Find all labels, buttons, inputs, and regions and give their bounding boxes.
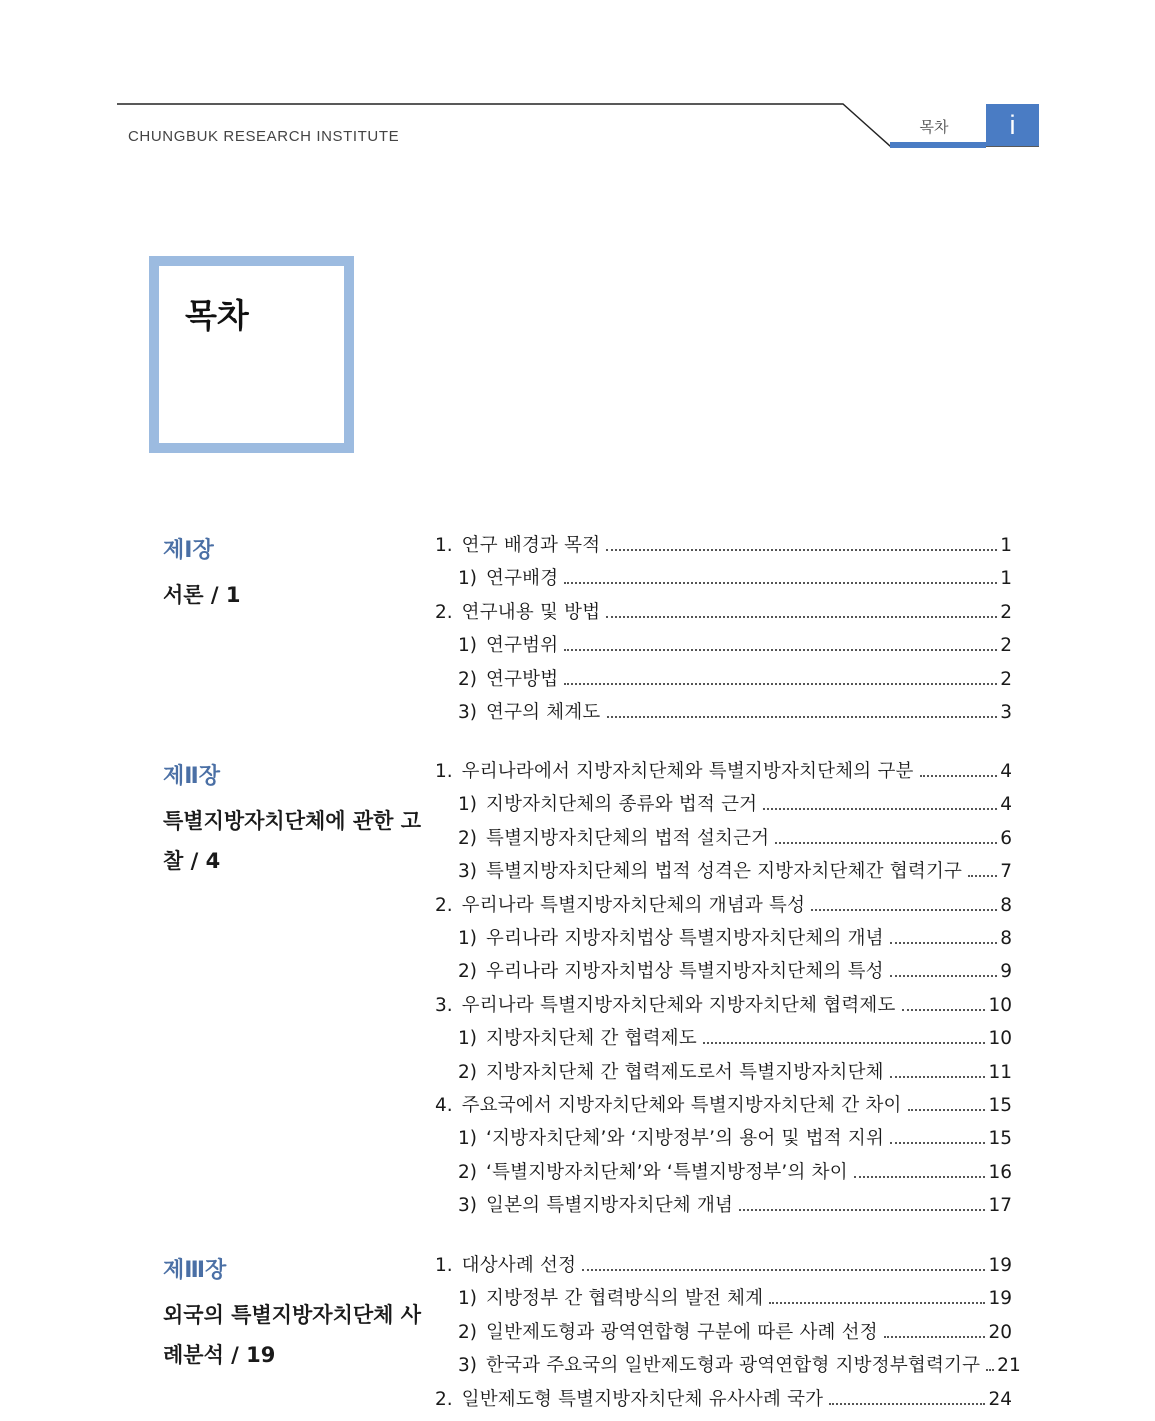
toc-section-link[interactable] [435,991,1012,1024]
toc-entry-number: 1. [435,1255,453,1276]
toc-page-number: 8 [1000,894,1012,916]
chapter-title: 서론 / 1 [163,583,241,607]
toc-subsection-link[interactable] [435,1058,1012,1091]
toc-page-number: 21 [997,1355,1021,1377]
toc-subsection-link[interactable] [435,631,1012,664]
dot-leader [775,842,997,844]
toc-subsection-link[interactable] [435,698,1012,731]
toc-section-link[interactable] [435,598,1012,631]
dot-leader [582,1269,985,1271]
dot-leader [968,875,997,877]
toc-entry-number: 1) [458,568,477,590]
toc-subsection-link[interactable] [435,1158,1012,1191]
dot-leader [606,549,997,551]
chapter-2-toc [435,757,1012,1224]
toc-entry-number: 3) [458,1195,477,1217]
toc-entry-text: 우리나라 특별지방자치단체와 지방자치단체 협력제도 [461,994,896,1016]
toc-page-number: 15 [988,1094,1012,1116]
toc-entry-text: 연구방법 [486,668,559,690]
chapter-3-heading [163,1253,433,1375]
dot-leader [986,1369,994,1371]
toc-subsection-link[interactable] [435,1024,1012,1057]
toc-entry-number: 1) [458,794,477,816]
toc-page-number: 1 [1000,568,1012,590]
toc-title-box [149,256,354,453]
toc-subsection-link[interactable] [435,1191,1012,1224]
toc-subsection-link[interactable] [435,1124,1012,1157]
dot-leader [769,1302,985,1304]
toc-entry-number: 1. [435,535,453,556]
toc-subsection-link[interactable] [435,1351,1021,1384]
dot-leader [607,716,998,718]
dot-leader [908,1109,986,1111]
chapter-2-heading [163,759,433,881]
toc-page-number: 10 [988,1028,1012,1050]
toc-page-number: 1 [1000,535,1012,556]
toc-entry-number: 3. [435,994,453,1016]
toc-page-number: 9 [1000,961,1012,983]
toc-entry-text: 지방자치단체 간 협력제도 [486,1028,697,1050]
toc-entry-text: 연구의 체계도 [486,701,601,723]
toc-subsection-link[interactable] [435,957,1012,990]
dot-leader [763,808,997,810]
toc-page-number: 20 [988,1321,1012,1343]
chapter-3-toc [435,1251,1021,1418]
toc-page-number: 7 [1000,861,1012,883]
toc-entry-number: 2. [435,601,453,623]
toc-page-number: 11 [988,1061,1012,1083]
toc-entry-text: 연구범위 [486,635,559,657]
toc-entry-text: 일반제도형과 광역연합형 구분에 따른 사례 선정 [486,1321,878,1343]
toc-page-number: 3 [1000,701,1012,723]
toc-page-number: 10 [988,994,1012,1016]
toc-entry-text: 우리나라 지방자치법상 특별지방자치단체의 개념 [486,927,884,949]
toc-page-number: 19 [988,1255,1012,1276]
toc-subsection-link[interactable] [435,665,1012,698]
toc-entry-number: 2. [435,894,453,916]
toc-entry-number: 2) [458,1161,477,1183]
toc-entry-number: 1) [458,1128,477,1150]
toc-section-link[interactable] [435,531,1012,564]
dot-leader [890,1142,985,1144]
toc-page-number: 2 [1000,601,1012,623]
toc-subsection-link[interactable] [435,1284,1012,1317]
toc-entry-number: 1) [458,927,477,949]
toc-entry-text: 한국과 주요국의 일반제도형과 광역연합형 지방정부협력기구 [486,1355,981,1377]
toc-entry-text: 우리나라에서 지방자치단체와 특별지방자치단체의 구분 [461,761,914,782]
toc-entry-number: 1. [435,761,453,782]
page-number-badge: i [986,104,1039,146]
toc-entry-number: 1) [458,1028,477,1050]
toc-section-link[interactable] [435,757,1012,790]
toc-page-number: 8 [1000,927,1012,949]
toc-section-link[interactable] [435,1091,1012,1124]
toc-section-link[interactable] [435,1385,1012,1418]
toc-entry-text: 일반제도형 특별지방자치단체 유사사례 국가 [461,1388,824,1410]
dot-leader [884,1336,986,1338]
toc-page-number: 6 [1000,827,1012,849]
header-section-label: 목차 [919,118,949,136]
toc-entry-number: 1) [458,1288,477,1310]
dot-leader [890,1076,986,1078]
toc-page-number: 2 [1000,668,1012,690]
chapter-number: 제Ⅰ장 [163,538,214,563]
toc-entry-text: 주요국에서 지방자치단체와 특별지방자치단체 간 차이 [461,1094,902,1116]
toc-entry-text: 우리나라 특별지방자치단체의 개념과 특성 [461,894,806,916]
toc-page-number: 17 [988,1195,1012,1217]
toc-page-number: 2 [1000,635,1012,657]
chapter-number: 제Ⅱ장 [163,764,220,789]
toc-page-number: 4 [1000,794,1012,816]
dot-leader [739,1209,985,1211]
dot-leader [920,775,998,777]
toc-entry-text: 일본의 특별지방자치단체 개념 [486,1195,734,1217]
chapter-title: 특별지방자치단체에 관한 고찰 / 4 [163,809,422,873]
toc-entry-text: ‘지방자치단체’와 ‘지방정부’의 용어 및 법적 지위 [486,1128,885,1150]
toc-subsection-link[interactable] [435,824,1012,857]
toc-page-number: 16 [988,1161,1012,1183]
toc-entry-number: 2. [435,1388,453,1410]
toc-entry-text: 연구배경 [486,568,559,590]
toc-entry-text: ‘특별지방자치단체’와 ‘특별지방정부’의 차이 [486,1161,848,1183]
toc-section-link[interactable] [435,1251,1012,1284]
chapter-number: 제Ⅲ장 [163,1258,227,1283]
toc-entry-number: 3) [458,861,477,883]
dot-leader [564,649,997,651]
toc-entry-number: 2) [458,668,477,690]
toc-entry-text: 지방정부 간 협력방식의 발전 체계 [486,1288,764,1310]
dot-leader [606,616,997,618]
toc-page-number: 19 [988,1288,1012,1310]
dot-leader [564,683,997,685]
chapter-1-toc [435,531,1012,731]
toc-subsection-link[interactable] [435,790,1012,823]
page-title: 목차 [185,296,249,335]
toc-entry-number: 3) [458,1355,477,1377]
toc-entry-number: 3) [458,701,477,723]
dot-leader [854,1176,986,1178]
dot-leader [564,582,997,584]
toc-entry-text: 특별지방자치단체의 법적 성격은 지방자치단체간 협력기구 [486,861,963,883]
dot-leader [890,975,997,977]
toc-subsection-link[interactable] [435,857,1012,890]
dot-leader [703,1042,986,1044]
toc-entry-text: 우리나라 지방자치법상 특별지방자치단체의 특성 [486,961,884,983]
toc-page-number: 4 [1000,761,1012,782]
toc-entry-text: 연구 배경과 목적 [461,535,601,556]
institute-name: CHUNGBUK RESEARCH INSTITUTE [128,128,400,145]
dot-leader [890,942,997,944]
toc-subsection-link[interactable] [435,1318,1012,1351]
toc-entry-text: 지방자치단체 간 협력제도로서 특별지방자치단체 [486,1061,884,1083]
toc-entry-text: 대상사례 선정 [461,1255,577,1276]
chapter-title: 외국의 특별지방자치단체 사례분석 / 19 [163,1303,422,1367]
toc-entry-text: 지방자치단체의 종류와 법적 근거 [486,794,758,816]
toc-entry-number: 4. [435,1094,453,1116]
toc-section-link[interactable] [435,891,1012,924]
toc-entry-number: 1) [458,635,477,657]
toc-entry-text: 특별지방자치단체의 법적 설치근거 [486,827,770,849]
toc-entry-text: 연구내용 및 방법 [461,601,601,623]
toc-entry-number: 2) [458,827,477,849]
toc-subsection-link[interactable] [435,924,1012,957]
toc-entry-number: 2) [458,1321,477,1343]
dot-leader [902,1009,986,1011]
toc-page-number: 24 [988,1388,1012,1410]
toc-entry-number: 2) [458,1061,477,1083]
dot-leader [829,1403,985,1405]
toc-entry-number: 2) [458,961,477,983]
chapter-1-heading [163,533,433,615]
dot-leader [811,909,997,911]
toc-subsection-link[interactable] [435,564,1012,597]
toc-page-number: 15 [988,1128,1012,1150]
